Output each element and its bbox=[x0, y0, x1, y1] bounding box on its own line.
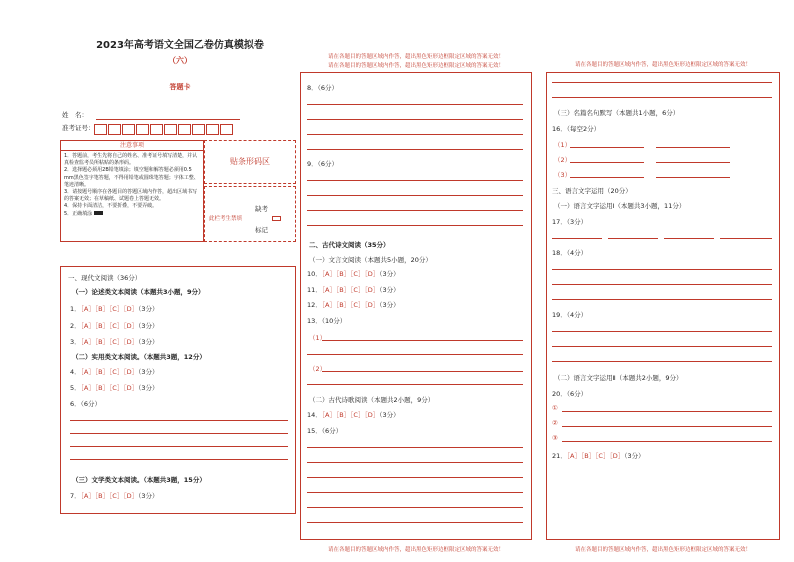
q-score: （3分） bbox=[138, 384, 159, 392]
barcode-label: 贴条形码区 bbox=[230, 157, 270, 166]
circle-label: ② bbox=[552, 419, 558, 427]
name-field[interactable] bbox=[96, 119, 240, 120]
q19-label: 19．（4分） bbox=[552, 311, 588, 319]
answer-line[interactable] bbox=[307, 384, 523, 385]
subsection-heading: （一）论述类文本阅读（本题共3小题，9分） bbox=[72, 288, 205, 296]
answer-line[interactable] bbox=[608, 238, 658, 239]
subsection-heading: （三）文学类文本阅读。（本题共3题，15分） bbox=[72, 476, 206, 484]
answer-line[interactable] bbox=[70, 459, 288, 460]
answer-line[interactable] bbox=[562, 426, 772, 427]
answer-box-col3 bbox=[546, 72, 780, 540]
id-cells[interactable] bbox=[94, 124, 234, 135]
q-score: （3分） bbox=[138, 368, 159, 376]
q-score: （3分） bbox=[379, 411, 400, 419]
q-score: （3分） bbox=[379, 301, 400, 309]
answer-line[interactable] bbox=[307, 447, 523, 448]
answer-line[interactable] bbox=[307, 477, 523, 478]
section-heading: 二、古代诗文阅读（35分） bbox=[309, 241, 390, 249]
q14-row[interactable] bbox=[307, 410, 400, 419]
answer-line[interactable] bbox=[720, 238, 772, 239]
circle-label: ① bbox=[552, 404, 558, 412]
options[interactable]: ［A］［B］［C］［D］ bbox=[80, 384, 139, 392]
answer-line[interactable] bbox=[307, 119, 523, 120]
answer-line[interactable] bbox=[562, 411, 772, 412]
filled-sample-icon bbox=[94, 211, 103, 215]
answer-line[interactable] bbox=[552, 331, 772, 332]
options[interactable]: ［A］［B］［C］［D］ bbox=[80, 338, 139, 346]
q3-row[interactable] bbox=[70, 337, 158, 346]
part-label: （1） bbox=[309, 334, 327, 342]
answer-line[interactable] bbox=[307, 195, 523, 196]
answer-line[interactable] bbox=[570, 147, 644, 148]
answer-line[interactable] bbox=[552, 82, 772, 83]
q-number: 7． bbox=[70, 492, 81, 500]
answer-line[interactable] bbox=[307, 492, 523, 493]
note-item-label: 5．正确填涂 bbox=[64, 210, 93, 217]
section-heading: 三、语言文字运用（20分） bbox=[552, 187, 632, 195]
options[interactable]: ［A］［B］［C］［D］ bbox=[80, 305, 139, 313]
answer-line[interactable] bbox=[552, 346, 772, 347]
note-item: 1．答题前，考生先将自己的姓名、准考证号填写清楚，并认真检查监考员所粘贴的条形码。 bbox=[64, 153, 198, 167]
q-score: （3分） bbox=[379, 286, 400, 294]
answer-line[interactable] bbox=[307, 462, 523, 463]
id-label: 准考证号： bbox=[62, 124, 95, 132]
answer-line[interactable] bbox=[656, 162, 730, 163]
answer-line[interactable] bbox=[307, 134, 523, 135]
barcode-area bbox=[204, 140, 296, 184]
absent-checkbox[interactable] bbox=[272, 216, 281, 221]
part-label: （2） bbox=[309, 365, 327, 373]
q6-label: 6．（6分） bbox=[70, 400, 102, 408]
q8-label: 8．（6分） bbox=[307, 84, 339, 92]
answer-line[interactable] bbox=[70, 433, 288, 434]
q-number: 21． bbox=[552, 452, 567, 460]
answer-line[interactable] bbox=[664, 238, 714, 239]
q17-label: 17．（3分） bbox=[552, 218, 588, 226]
absent-label: 缺考 bbox=[255, 205, 268, 213]
options[interactable]: ［A］［B］［C］［D］ bbox=[321, 301, 380, 309]
answer-line[interactable] bbox=[322, 371, 523, 372]
note-item: 4．保持卡面清洁，不要折叠，不要弄破。 bbox=[64, 203, 158, 210]
q4-row[interactable] bbox=[70, 367, 158, 376]
q10-row[interactable] bbox=[307, 269, 400, 278]
subsection-heading: （二）语言文字运用Ⅱ（本题共2小题，9分） bbox=[554, 374, 683, 382]
answer-line[interactable] bbox=[552, 361, 772, 362]
subsection-heading: （一）语言文字运用Ⅰ（本题共3小题，11分） bbox=[554, 202, 686, 210]
options[interactable]: ［A］［B］［C］［D］ bbox=[80, 368, 139, 376]
q-score: （3分） bbox=[138, 492, 159, 500]
q-number: 12． bbox=[307, 301, 322, 309]
note-item: 2．选择题必须用2B铅笔填涂；填空题和解答题必须用0.5 mm黑色签字笔答题，不得用铅笔或圆珠笔答题；字体工整、笔迹清晰。 bbox=[64, 167, 199, 188]
q15-label: 15．（6分） bbox=[307, 427, 343, 435]
q-number: 4． bbox=[70, 368, 81, 376]
answer-line[interactable] bbox=[307, 180, 523, 181]
q1-row[interactable] bbox=[70, 304, 158, 313]
note-item: 3．请按题号顺序在各题目的答题区域内作答，超出区域书写的答案无效；在草稿纸、试题卷上答题无效。 bbox=[64, 189, 198, 203]
answer-line[interactable] bbox=[552, 284, 772, 285]
notes-title: 注意事项 bbox=[61, 141, 203, 151]
q16-label: 16．（每空2分） bbox=[552, 125, 601, 133]
warning-bottom: 请在各题目的答题区域内作答，超出黑色矩形边框限定区域的答案无效！ bbox=[574, 547, 751, 553]
warning-top-2: 请在各题目的答题区域内作答，超出黑色矩形边框限定区域的答案无效！ bbox=[327, 63, 504, 69]
q12-row[interactable] bbox=[307, 300, 400, 309]
q-number: 2． bbox=[70, 322, 81, 330]
q18-label: 18．（4分） bbox=[552, 249, 588, 257]
q-score: （3分） bbox=[624, 452, 645, 460]
answer-line[interactable] bbox=[322, 340, 523, 341]
card-label: 答题卡 bbox=[169, 83, 191, 91]
absent-desc: 此栏考生禁填 bbox=[209, 216, 243, 222]
q7-row[interactable] bbox=[70, 491, 158, 500]
name-label: 姓 名： bbox=[62, 111, 88, 119]
q20-label: 20．（6分） bbox=[552, 390, 588, 398]
subsection-heading: （二）古代诗歌阅读（本题共2小题，9分） bbox=[309, 396, 435, 404]
blank-label: （2） bbox=[554, 156, 572, 164]
answer-line[interactable] bbox=[307, 210, 523, 211]
warning-top: 请在各题目的答题区域内作答，超出黑色矩形边框限定区域的答案无效！ bbox=[327, 54, 504, 60]
notes-box bbox=[60, 140, 204, 242]
circle-label: ③ bbox=[552, 434, 558, 442]
q-number: 1． bbox=[70, 305, 81, 313]
options[interactable]: ［A］［B］［C］［D］ bbox=[321, 411, 380, 419]
q-number: 10． bbox=[307, 270, 322, 278]
subsection-heading: （三）名篇名句默写（本题共1小题，6分） bbox=[554, 109, 680, 117]
answer-line[interactable] bbox=[570, 177, 644, 178]
q-score: （3分） bbox=[138, 305, 159, 313]
answer-line[interactable] bbox=[307, 149, 523, 150]
blank-label: （1） bbox=[554, 141, 572, 149]
q13-label: 13．（10分） bbox=[307, 317, 347, 325]
answer-line[interactable] bbox=[70, 420, 288, 421]
subsection-heading: （一）文言文阅读（本题共5小题，20分） bbox=[309, 256, 432, 264]
answer-line[interactable] bbox=[562, 441, 772, 442]
q11-row[interactable] bbox=[307, 285, 400, 294]
answer-line[interactable] bbox=[307, 104, 523, 105]
q-number: 5． bbox=[70, 384, 81, 392]
page-title: 2023年高考语文全国乙卷仿真模拟卷 bbox=[96, 40, 264, 51]
warning-bottom: 请在各题目的答题区域内作答，超出黑色矩形边框限定区域的答案无效！ bbox=[327, 547, 504, 553]
q-score: （3分） bbox=[379, 270, 400, 278]
options[interactable]: ［A］［B］［C］［D］ bbox=[321, 286, 380, 294]
answer-line[interactable] bbox=[307, 225, 523, 226]
blank-label: （3） bbox=[554, 171, 572, 179]
answer-line[interactable] bbox=[307, 354, 523, 355]
answer-line[interactable] bbox=[307, 507, 523, 508]
q-number: 3． bbox=[70, 338, 81, 346]
answer-line[interactable] bbox=[70, 446, 288, 447]
options[interactable]: ［A］［B］［C］［D］ bbox=[80, 492, 139, 500]
answer-line[interactable] bbox=[307, 522, 523, 523]
answer-line[interactable] bbox=[656, 177, 730, 178]
q5-row[interactable] bbox=[70, 383, 158, 392]
answer-line[interactable] bbox=[570, 162, 644, 163]
q21-row[interactable] bbox=[552, 451, 645, 460]
answer-line[interactable] bbox=[552, 269, 772, 270]
warning-top: 请在各题目的答题区域内作答，超出黑色矩形边框限定区域的答案无效！ bbox=[574, 62, 751, 68]
options[interactable]: ［A］［B］［C］［D］ bbox=[80, 322, 139, 330]
q-score: （3分） bbox=[138, 338, 159, 346]
answer-line[interactable] bbox=[552, 238, 602, 239]
answer-line[interactable] bbox=[552, 97, 772, 98]
q-number: 11． bbox=[307, 286, 322, 294]
options[interactable]: ［A］［B］［C］［D］ bbox=[566, 452, 625, 460]
page-subtitle: （六） bbox=[168, 56, 192, 65]
options[interactable]: ［A］［B］［C］［D］ bbox=[321, 270, 380, 278]
section-heading: 一、现代文阅读（36分） bbox=[68, 274, 142, 282]
q-score: （3分） bbox=[138, 322, 159, 330]
absent-mark: 标记 bbox=[255, 226, 268, 234]
q2-row[interactable] bbox=[70, 321, 158, 330]
note-item bbox=[64, 211, 200, 218]
absent-area bbox=[204, 186, 296, 242]
q-number: 14． bbox=[307, 411, 322, 419]
answer-line[interactable] bbox=[552, 299, 772, 300]
answer-line[interactable] bbox=[656, 147, 730, 148]
subsection-heading: （二）实用类文本阅读。（本题共3题，12分） bbox=[72, 353, 206, 361]
q9-label: 9．（6分） bbox=[307, 160, 339, 168]
